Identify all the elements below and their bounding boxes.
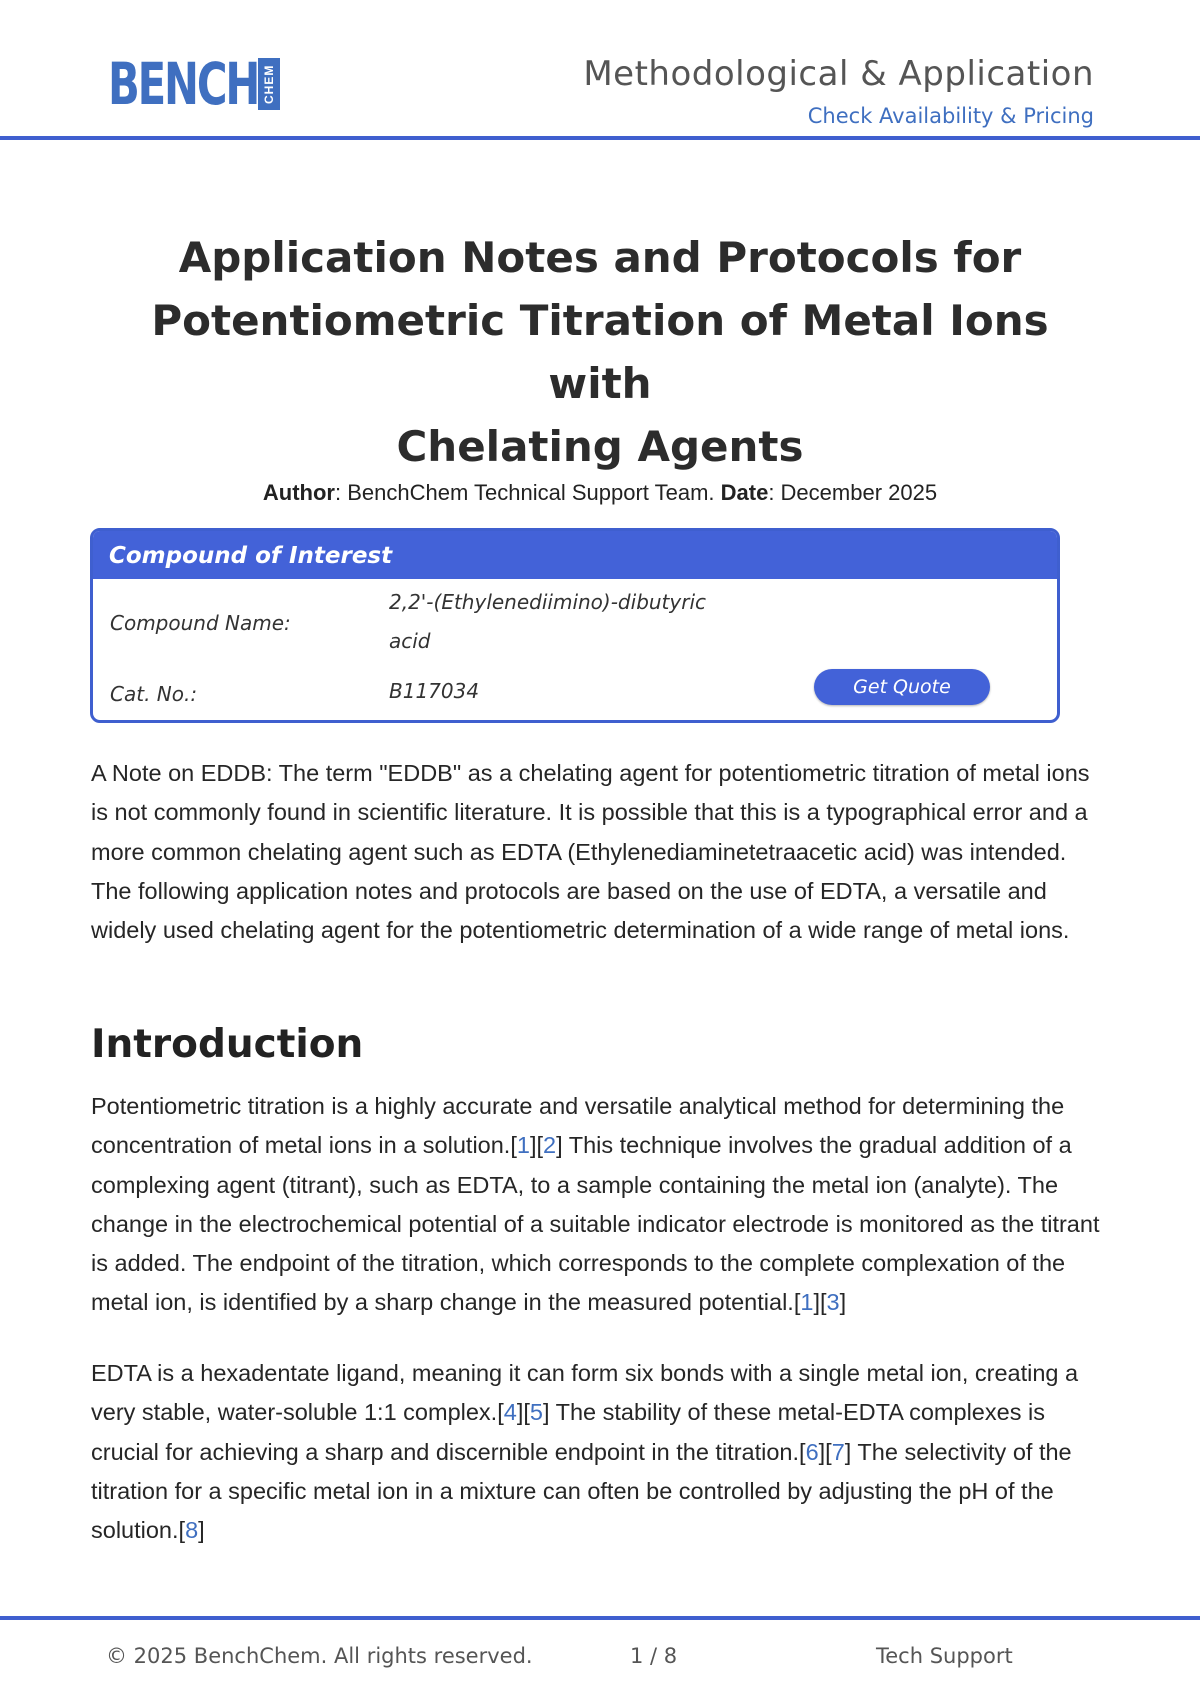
title-line: Potentiometric Titration of Metal Ions with bbox=[151, 296, 1049, 408]
footer-copyright: © 2025 BenchChem. All rights reserved. bbox=[106, 1644, 533, 1668]
paragraph-text: The stability of these metal-EDTA complexes is crucial for achieving a sharp and discernible endpoint in the titration. bbox=[91, 1399, 1045, 1465]
author-label: Author bbox=[262, 480, 335, 505]
paragraph-text: EDTA is a hexadentate ligand, meaning it can form six bonds with a single metal ion, creating a very stable, water-soluble 1:1 complex. bbox=[91, 1360, 1079, 1426]
title-line: Application Notes and Protocols for bbox=[178, 233, 1022, 282]
page-header bbox=[0, 0, 1200, 140]
citation-link[interactable]: 1 bbox=[516, 1132, 530, 1159]
cat-no-label: Cat. No.: bbox=[110, 682, 198, 706]
intro-paragraph-2: EDTA is a hexadentate ligand, meaning it can form six bonds with a single metal ion, creating a very stable, water-soluble 1:1 complex.[4][5] The stability of these metal-EDTA complexes is crucial for achieving a sharp and discernible endpoint in the titration.[6][7] The selectivity of the titration for a specific metal ion in a mixture can often be controlled by adjusting the pH of the solution.[8] bbox=[91, 1360, 1079, 1544]
date-value: : December 2025 bbox=[768, 480, 938, 505]
intro-paragraph-1: Potentiometric titration is a highly accurate and versatile analytical method for determining the concentration of metal ions in a solution.[1][2] This technique involves the gradual addition of a complexing agent (titrant), such as EDTA, to a sample containing the metal ion (analyte). The change in the electrochemical potential of a suitable indicator electrode is monitored as the titrant is added. The endpoint of the titration, which corresponds to the complete complexation of the metal ion, is identified by a sharp change in the measured potential.[1][3] bbox=[91, 1093, 1100, 1316]
author-line bbox=[0, 480, 1200, 506]
logo-side-text: CHEM bbox=[258, 58, 280, 110]
paragraph-text: This technique involves the gradual addition of a complexing agent (titrant), such as EDTA, to a sample containing the metal ion (analyte). The change in the electrochemical potential of a suitable indicator electrode is monitored as the titrant is added. The endpoint of the titration, which corresponds to the complete complexation of the metal ion, is identified by a sharp change in the measured potential. bbox=[91, 1132, 1100, 1316]
citation-link[interactable]: 6 bbox=[805, 1438, 819, 1465]
footer-page-number: 1 / 8 bbox=[630, 1644, 678, 1668]
compound-name-value bbox=[389, 583, 709, 661]
citation-link[interactable]: 4 bbox=[503, 1399, 517, 1426]
compound-card bbox=[90, 528, 1060, 723]
compound-name-line: acid bbox=[389, 629, 431, 653]
citation-link[interactable]: 1 bbox=[800, 1289, 814, 1316]
paragraph-text: Potentiometric titration is a highly accurate and versatile analytical method for determining the concentration of metal ions in a solution. bbox=[91, 1093, 1065, 1159]
citation-link[interactable]: 2 bbox=[543, 1132, 557, 1159]
header-title: Methodological & Application bbox=[583, 54, 1094, 94]
tech-support-link[interactable]: Tech Support bbox=[876, 1644, 1013, 1668]
author-value: : BenchChem Technical Support Team. bbox=[335, 480, 721, 505]
paragraph-text: The selectivity of the titration for a specific metal ion in a mixture can often be controlled by adjusting the pH of the solution. bbox=[91, 1438, 1072, 1544]
logo-wordmark: BENCH bbox=[108, 50, 259, 118]
compound-name-label: Compound Name: bbox=[110, 611, 291, 635]
title-line: Chelating Agents bbox=[396, 422, 804, 471]
document-title bbox=[100, 226, 1100, 478]
citation-link[interactable]: 5 bbox=[529, 1399, 543, 1426]
introduction-heading: Introduction bbox=[91, 1022, 364, 1067]
cat-no-value: B117034 bbox=[389, 679, 480, 703]
citation-link[interactable]: 8 bbox=[185, 1517, 199, 1544]
compound-name-line: 2,2'-(Ethylenediimino)-dibutyric bbox=[389, 590, 707, 614]
eddb-note-paragraph: A Note on EDDB: The term "EDDB" as a chelating agent for potentiometric titration of metal ions is not commonly found in scientific literature. It is possible that this is a typographical error and a more common chelating agent such as EDTA (Ethylenediaminetetraacetic acid) was intended. The following application notes and protocols are based on the use of EDTA, a versatile and widely used chelating agent for the potentiometric determination of a wide range of metal ions. bbox=[91, 760, 1090, 944]
compound-card-heading: Compound of Interest bbox=[93, 531, 1057, 579]
citation-link[interactable]: 7 bbox=[831, 1438, 845, 1465]
date-label: Date bbox=[720, 480, 769, 505]
check-availability-link[interactable]: Check Availability & Pricing bbox=[807, 104, 1094, 128]
get-quote-button[interactable]: Get Quote bbox=[814, 669, 990, 705]
citation-link[interactable]: 3 bbox=[826, 1289, 840, 1316]
page-footer bbox=[0, 1616, 1200, 1697]
